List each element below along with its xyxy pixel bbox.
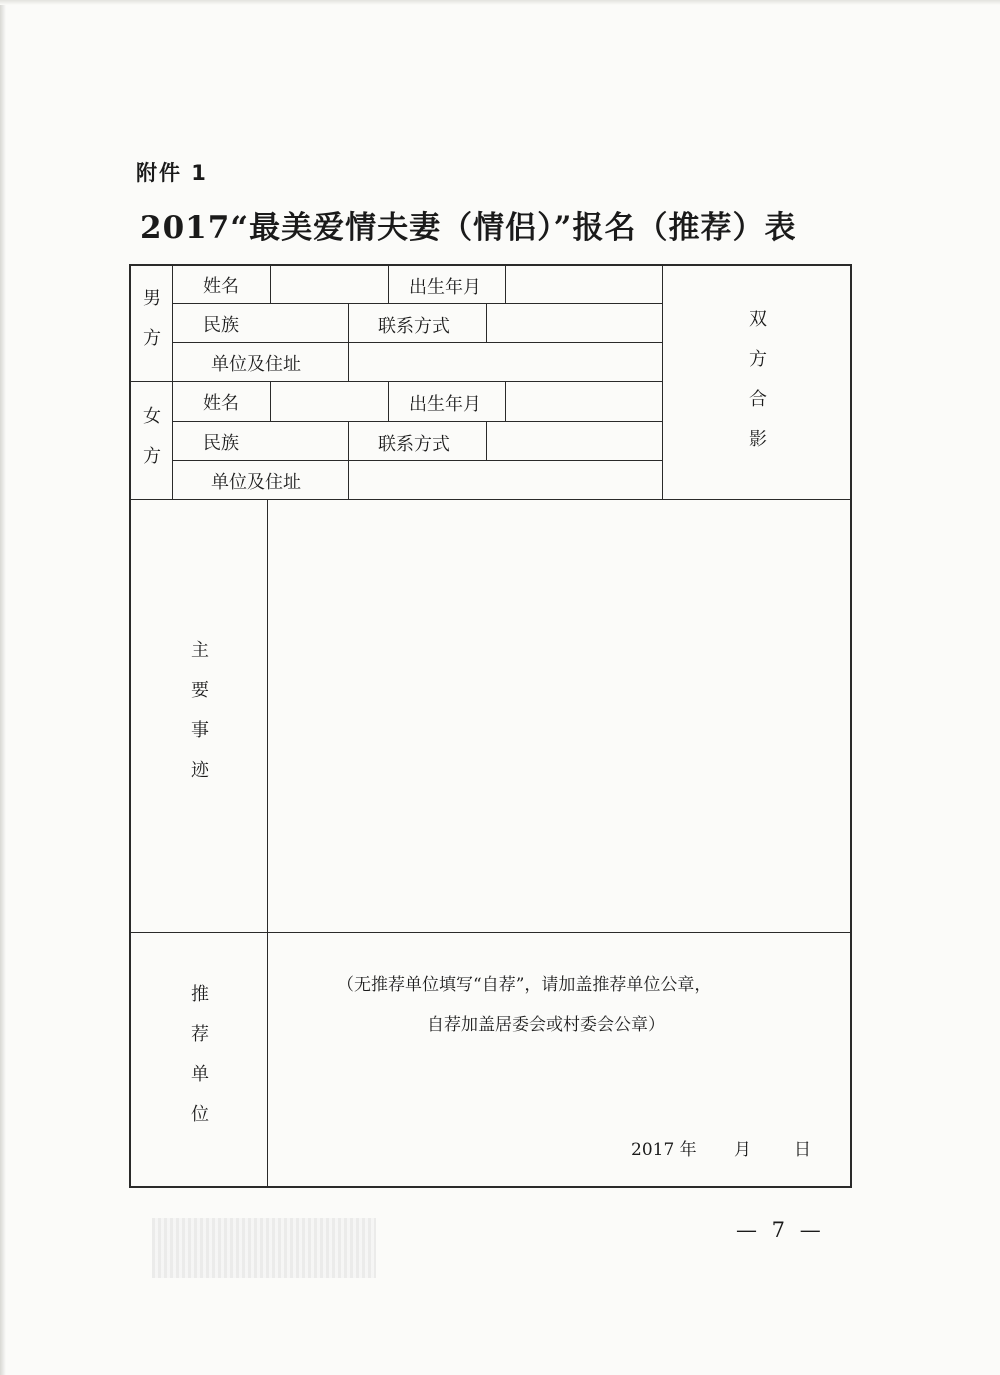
recommender-label: 推 荐 单 位 (191, 984, 209, 1125)
male-contact-label: 联系方式 (378, 316, 450, 337)
birth-label-divider-m (388, 264, 389, 303)
eth-value-divider-m (348, 303, 349, 342)
date-year: 2017 年 (631, 1140, 697, 1160)
scan-noise-patch (152, 1218, 376, 1278)
scan-top-shadow (0, 0, 1000, 5)
male-birth-field[interactable] (506, 265, 661, 302)
table-border-bottom (129, 1186, 852, 1188)
page-number: — 7 — (736, 1218, 825, 1242)
male-name-field[interactable] (271, 265, 387, 302)
attachment-label: 附件 1 (136, 161, 208, 185)
female-ethnicity-field[interactable] (270, 422, 347, 459)
female-address-field[interactable] (349, 461, 661, 498)
male-ethnicity-field[interactable] (270, 304, 347, 341)
male-name-label: 姓名 (203, 276, 239, 297)
female-group-label: 女 方 (143, 406, 161, 467)
scan-edge-shadow (0, 0, 6, 1375)
female-contact-label: 联系方式 (378, 434, 450, 455)
male-birth-label: 出生年月 (409, 277, 481, 298)
page-title: 2017“最美爱情夫妻（情侣）”报名（推荐）表 (140, 210, 797, 246)
table-border-right (850, 264, 852, 1188)
deeds-field[interactable] (268, 500, 850, 931)
date-day: 日 (794, 1140, 811, 1160)
male-address-field[interactable] (349, 343, 661, 380)
female-birth-label: 出生年月 (409, 394, 481, 415)
table-border-left (129, 264, 131, 1188)
recommender-note-line-2: 自荐加盖居委会或村委会公章） (427, 1015, 665, 1035)
male-address-label: 单位及住址 (211, 354, 301, 375)
male-ethnicity-label: 民族 (203, 315, 239, 336)
eth-value-divider-f (348, 421, 349, 460)
male-contact-field[interactable] (487, 304, 661, 341)
female-address-label: 单位及住址 (211, 472, 301, 493)
group-divider (172, 264, 173, 500)
female-ethnicity-label: 民族 (203, 433, 239, 454)
birth-label-divider-f (388, 381, 389, 421)
photo-label: 双 方 合 影 (749, 309, 767, 450)
female-name-label: 姓名 (203, 393, 239, 414)
recommender-note-line-1: （无推荐单位填写“自荐”，请加盖推荐单位公章， (337, 975, 712, 995)
date-month: 月 (734, 1140, 751, 1160)
female-contact-field[interactable] (487, 422, 661, 459)
deeds-label: 主 要 事 迹 (191, 640, 209, 781)
male-group-label: 男 方 (143, 288, 161, 349)
female-birth-field[interactable] (506, 382, 661, 420)
female-name-field[interactable] (271, 382, 387, 420)
